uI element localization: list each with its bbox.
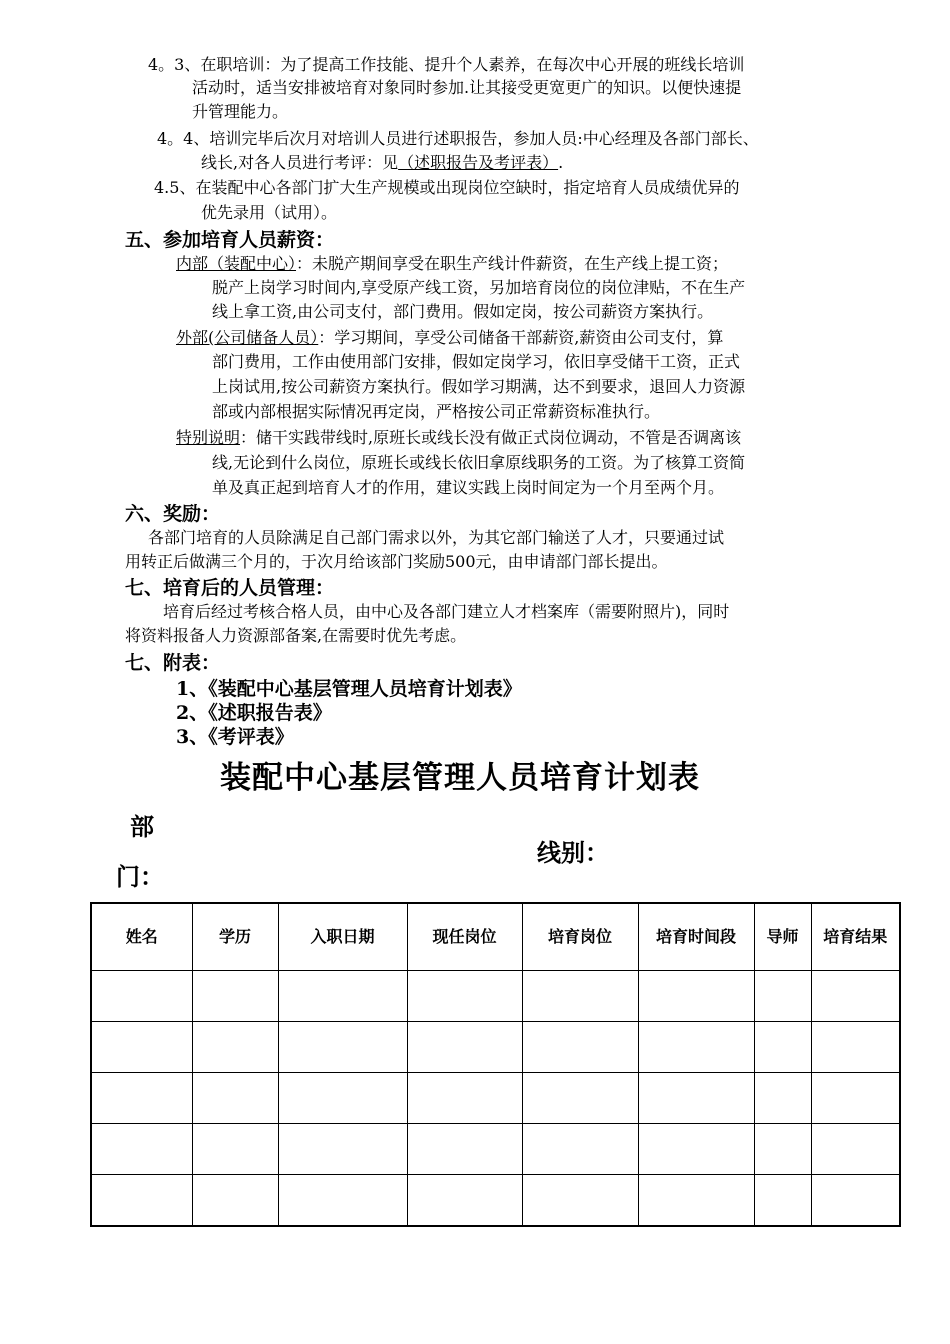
table-cell[interactable] xyxy=(754,1073,811,1124)
table-cell[interactable] xyxy=(811,1124,900,1175)
item-4-4-line-2 xyxy=(201,152,563,174)
section-5-heading: 五、参加培育人员薪资： xyxy=(125,229,335,251)
external-line-3: 上岗试用,按公司薪资方案执行。假如学习期满，达不到要求，退回人力资源 xyxy=(212,377,746,396)
section-6-heading: 六、奖励： xyxy=(125,503,221,525)
table-cell[interactable] xyxy=(811,1175,900,1227)
table-cell[interactable] xyxy=(638,1175,754,1227)
table-row xyxy=(91,1022,900,1073)
column-header-current-position: 现任岗位 xyxy=(407,903,522,971)
column-header-hire-date: 入职日期 xyxy=(278,903,407,971)
management-line-2: 将资料报备人力资源部备案,在需要时优先考虑。 xyxy=(125,626,467,645)
report-reference-link[interactable]: （述职报告及考评表） xyxy=(398,153,559,172)
external-text: ：学习期间，享受公司储备干部薪资,薪资由公司支付，算 xyxy=(318,328,724,347)
attachment-item-3: 3、《考评表》 xyxy=(176,726,294,748)
special-line-1 xyxy=(176,427,741,449)
table-cell[interactable] xyxy=(754,1175,811,1227)
attachment-item-1: 1、《装配中心基层管理人员培育计划表》 xyxy=(176,678,522,700)
item-4-4-line-2-end: . xyxy=(558,153,564,172)
column-header-training-period: 培育时间段 xyxy=(638,903,754,971)
table-cell[interactable] xyxy=(407,1175,522,1227)
table-row xyxy=(91,1124,900,1175)
special-line-3: 单及真正起到培育人才的作用，建议实践上岗时间定为一个月至两个月。 xyxy=(212,478,725,497)
table-cell[interactable] xyxy=(91,1175,192,1227)
table-cell[interactable] xyxy=(192,1022,278,1073)
table-row xyxy=(91,1175,900,1227)
internal-label: 内部（装配中心） xyxy=(176,254,297,273)
external-line-1 xyxy=(176,327,723,349)
table-cell[interactable] xyxy=(522,1175,638,1227)
reward-line-2: 用转正后做满三个月的，于次月给该部门奖励500元，由申请部门部长提出。 xyxy=(125,552,668,571)
external-line-2: 部门费用，工作由使用部门安排，假如定岗学习，依旧享受储干工资，正式 xyxy=(212,352,741,371)
external-line-4: 部或内部根据实际情况再定岗，严格按公司正常薪资标准执行。 xyxy=(212,402,661,421)
table-cell[interactable] xyxy=(91,1124,192,1175)
table-cell[interactable] xyxy=(407,1124,522,1175)
column-header-training-position: 培育岗位 xyxy=(522,903,638,971)
table-cell[interactable] xyxy=(91,1022,192,1073)
attachments-heading: 七、附表： xyxy=(125,652,221,674)
table-cell[interactable] xyxy=(407,971,522,1022)
column-header-mentor: 导师 xyxy=(754,903,811,971)
table-cell[interactable] xyxy=(811,1073,900,1124)
internal-line-3: 线上拿工资,由公司支付，部门费用。假如定岗，按公司薪资方案执行。 xyxy=(212,302,714,321)
attachment-item-2: 2、《述职报告表》 xyxy=(176,702,332,724)
reward-line-1: 各部门培育的人员除满足自己部门需求以外，为其它部门输送了人才，只要通过试 xyxy=(148,528,725,547)
internal-line-2: 脱产上岗学习时间内,享受原产线工资，另加培育岗位的岗位津贴，不在生产 xyxy=(212,278,746,297)
table-row xyxy=(91,971,900,1022)
item-4-5-line-2: 优先录用（试用）。 xyxy=(201,203,338,222)
table-row xyxy=(91,1073,900,1124)
table-cell[interactable] xyxy=(638,1022,754,1073)
management-line-1: 培育后经过考核合格人员，由中心及各部门建立人才档案库（需要附照片)，同时 xyxy=(163,602,730,621)
table-cell[interactable] xyxy=(522,971,638,1022)
table-cell[interactable] xyxy=(278,1022,407,1073)
table-cell[interactable] xyxy=(192,1124,278,1175)
item-4-3-line-2: 活动时，适当安排被培育对象同时参加.让其接受更宽更广的知识。以便快速提 xyxy=(192,78,742,97)
table-cell[interactable] xyxy=(278,1175,407,1227)
table-cell[interactable] xyxy=(407,1073,522,1124)
table-cell[interactable] xyxy=(192,971,278,1022)
department-label-bottom: 门： xyxy=(116,862,164,891)
table-cell[interactable] xyxy=(522,1073,638,1124)
item-4-4-line-1: 4。4、培训完毕后次月对培训人员进行述职报告，参加人员:中心经理及各部门部长、 xyxy=(157,129,759,148)
form-title: 装配中心基层管理人员培育计划表 xyxy=(220,760,700,796)
table-cell[interactable] xyxy=(638,1073,754,1124)
table-cell[interactable] xyxy=(91,1073,192,1124)
table-cell[interactable] xyxy=(192,1073,278,1124)
table-cell[interactable] xyxy=(638,971,754,1022)
table-cell[interactable] xyxy=(754,1022,811,1073)
internal-line-1 xyxy=(176,253,728,275)
table-cell[interactable] xyxy=(91,971,192,1022)
line-label: 线别： xyxy=(537,838,609,867)
special-text: ：储干实践带线时,原班长或线长没有做正式岗位调动，不管是否调离该 xyxy=(240,428,742,447)
item-4-4-line-2-text: 线长,对各人员进行考评：见 xyxy=(201,153,399,172)
special-label: 特别说明 xyxy=(176,428,241,447)
column-header-education: 学历 xyxy=(192,903,278,971)
special-line-2: 线,无论到什么岗位，原班长或线长依旧拿原线职务的工资。为了核算工资简 xyxy=(212,453,746,472)
item-4-3-line-3: 升管理能力。 xyxy=(192,102,289,121)
table-cell[interactable] xyxy=(811,971,900,1022)
section-7-heading: 七、培育后的人员管理： xyxy=(125,577,335,599)
table-cell[interactable] xyxy=(638,1124,754,1175)
table-cell[interactable] xyxy=(811,1022,900,1073)
table-cell[interactable] xyxy=(278,1124,407,1175)
training-plan-table xyxy=(90,902,901,1227)
column-header-name: 姓名 xyxy=(91,903,192,971)
internal-text: ：未脱产期间享受在职生产线计件薪资，在生产线上提工资； xyxy=(296,254,729,273)
table-cell[interactable] xyxy=(522,1022,638,1073)
table-cell[interactable] xyxy=(407,1022,522,1073)
external-label: 外部(公司储备人员） xyxy=(176,328,319,347)
item-4-3-line-1: 4。3、在职培训：为了提高工作技能、提升个人素养，在每次中心开展的班线长培训 xyxy=(148,55,745,74)
table-cell[interactable] xyxy=(754,971,811,1022)
table-cell[interactable] xyxy=(278,1073,407,1124)
table-cell[interactable] xyxy=(754,1124,811,1175)
table-cell[interactable] xyxy=(278,971,407,1022)
item-4-5-line-1: 4.5、在装配中心各部门扩大生产规模或出现岗位空缺时，指定培育人员成绩优异的 xyxy=(154,178,740,197)
table-header-row xyxy=(91,903,900,971)
column-header-training-result: 培育结果 xyxy=(811,903,900,971)
table-cell[interactable] xyxy=(192,1175,278,1227)
department-label-top: 部 xyxy=(130,812,154,841)
table-cell[interactable] xyxy=(522,1124,638,1175)
